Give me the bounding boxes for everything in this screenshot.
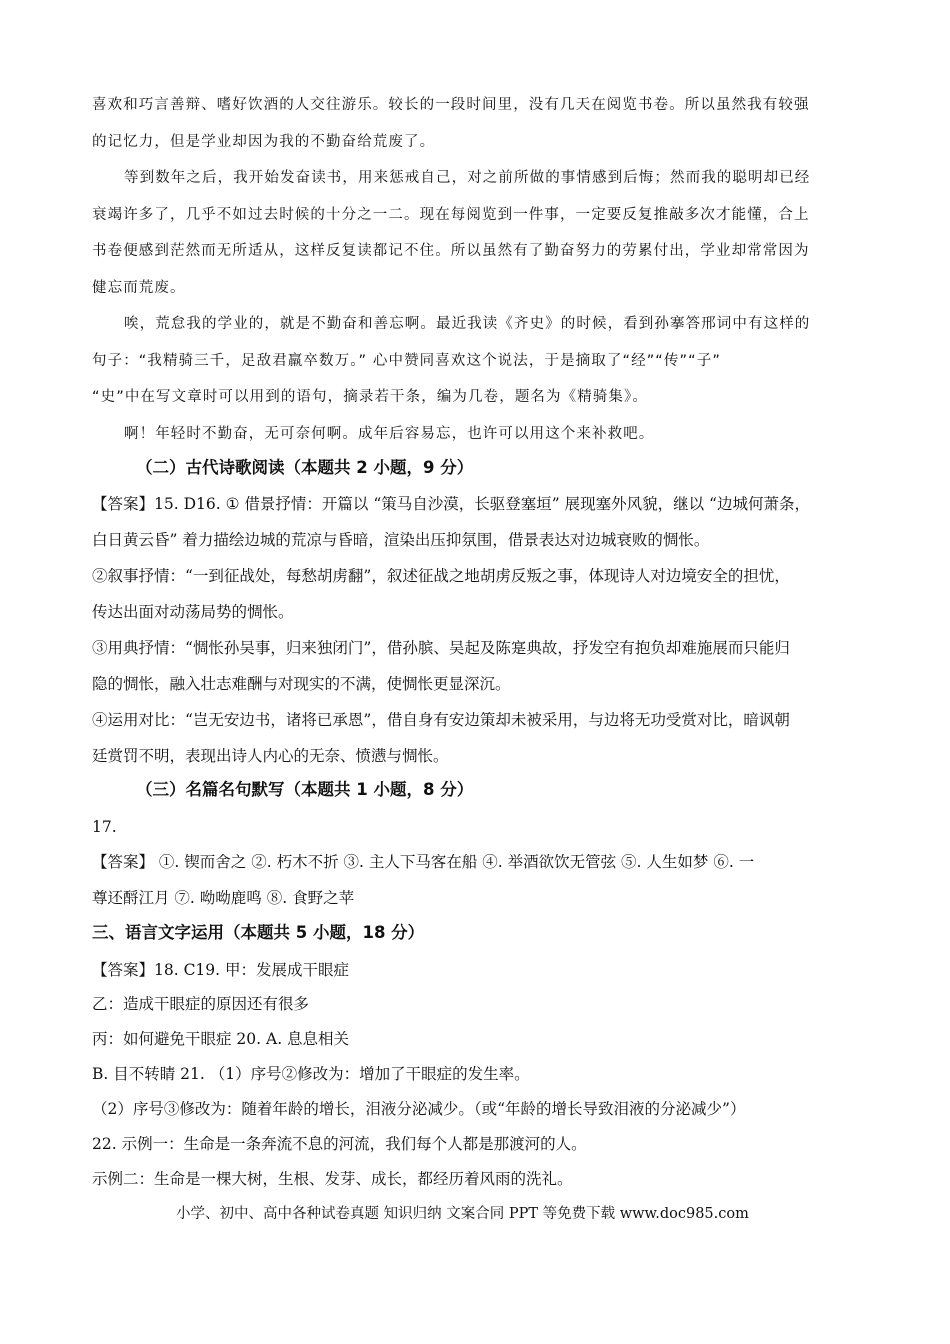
answer-line: 丙：如何避免干眼症 20. A. 息息相关 (92, 1030, 350, 1048)
translation-line: 书卷便感到茫然而无所适从，这样反复读都记不住。所以虽然有了勤奋努力的劳累付出，学业却常常因为 (92, 243, 810, 259)
translation-line: 健忘而荒废。 (92, 280, 186, 296)
answer-line: 白日黄云昏” 着力描绘边城的荒凉与昏暗，渲染出压抑氛围，借景表达对边城衰败的惆怅。 (92, 531, 710, 549)
translation-line: 衰竭许多了，几乎不如过去时候的十分之一二。现在每阅览到一件事，一定要反复推敲多次才能懂，合上 (92, 207, 810, 223)
translation-line: “史”中在写文章时可以用到的语句，摘录若干条，编为几卷，题名为《精骑集》。 (92, 389, 648, 405)
question-number: 17. (92, 818, 117, 836)
answer-line: ②叙事抒情：“一到征战处，每愁胡虏翻”，叙述征战之地胡虏反叛之事，体现诗人对边境安全的担忧， (92, 567, 790, 585)
translation-line: 喜欢和巧言善辩、嗜好饮酒的人交往游乐。较长的一段时间里，没有几天在阅览书卷。所以虽然我有较强 (92, 97, 810, 113)
answer-line: 【答案】 ①. 锲而舍之 ②. 朽木不折 ③. 主人下马客在船 ④. 举酒欲饮无管弦 ⑤. 人生如梦 ⑥. 一 (92, 853, 755, 871)
translation-line: 啊！年轻时不勤奋，无可奈何啊。成年后容易忘，也许可以用这个来补救吧。 (124, 426, 655, 442)
answer-line: 传达出面对动荡局势的惆怅。 (92, 603, 294, 621)
answer-line: ④运用对比：“岂无安边书，诸将已承恩”，借自身有安边策却未被采用，与边将无功受赏对比，暗讽朝 (92, 711, 790, 729)
answer-line: 廷赏罚不明，表现出诗人内心的无奈、愤懑与惆怅。 (92, 747, 449, 765)
translation-line: 句子：“我精骑三千，足敌君羸卒数万。” 心中赞同喜欢这个说法，于是摘取了“经”“传”“子” (92, 353, 721, 369)
answer-line: 乙：造成干眼症的原因还有很多 (92, 995, 310, 1013)
section-heading-dictation: （三）名篇名句默写（本题共 1 小题，8 分） (136, 780, 474, 799)
answer-line: 【答案】18. C19. 甲：发展成干眼症 (92, 961, 350, 979)
translation-line: 的记忆力，但是学业却因为我的不勤奋给荒废了。 (92, 134, 436, 150)
translation-line: 唉，荒怠我的学业的，就是不勤奋和善忘啊。最近我读《齐史》的时候，看到孙搴答邢词中有这样的 (124, 316, 811, 332)
answer-line: 【答案】15. D16. ① 借景抒情：开篇以 “策马自沙漠，长驱登塞垣” 展现塞外风貌，继以 “边城何萧条， (92, 495, 810, 513)
section-heading-poetry: （二）古代诗歌阅读（本题共 2 小题，9 分） (136, 458, 474, 477)
section-heading-language: 三、语言文字运用（本题共 5 小题，18 分） (92, 923, 425, 942)
answer-line: 示例二：生命是一棵大树，生根、发芽、成长，都经历着风雨的洗礼。 (92, 1170, 573, 1188)
answer-line: 22. 示例一：生命是一条奔流不息的河流，我们每个人都是那渡河的人。 (92, 1135, 587, 1153)
answer-line: （2）序号③修改为：随着年龄的增长，泪液分泌减少。（或“年龄的增长导致泪液的分泌减少”） (92, 1100, 746, 1118)
answer-line: B. 目不转睛 21. （1）序号②修改为：增加了干眼症的发生率。 (92, 1065, 530, 1083)
answer-line: ③用典抒情：“惆怅孙吴事，归来独闭门”，借孙膑、吴起及陈寔典故，抒发空有抱负却难施展而只能归 (92, 639, 790, 657)
answer-line: 尊还酹江月 ⑦. 呦呦鹿鸣 ⑧. 食野之苹 (92, 889, 355, 907)
translation-line: 等到数年之后，我开始发奋读书，用来惩戒自己，对之前所做的事情感到后悔；然而我的聪明却已经 (124, 170, 811, 186)
answer-line: 隐的惆怅，融入壮志难酬与对现实的不满，使惆怅更显深沉。 (92, 675, 511, 693)
footer-text: 小学、初中、高中各种试卷真题 知识归纳 文案合同 PPT 等免费下载 www.doc985.com (176, 1206, 749, 1222)
